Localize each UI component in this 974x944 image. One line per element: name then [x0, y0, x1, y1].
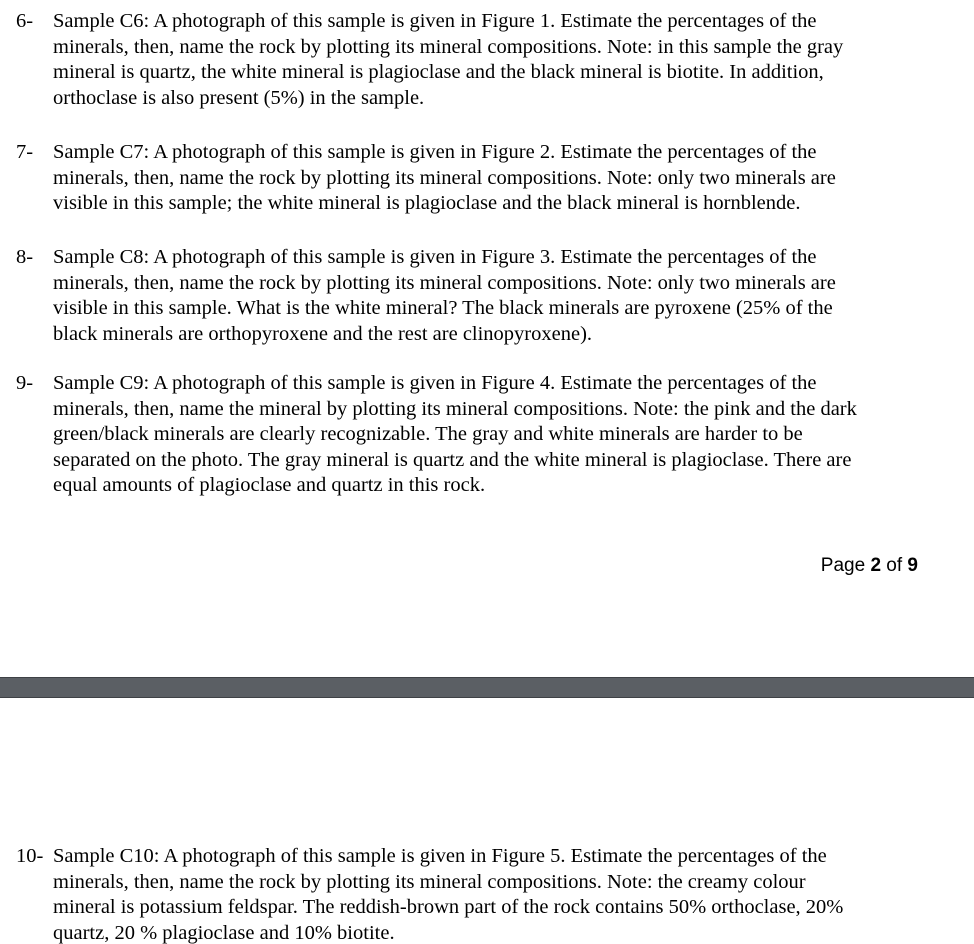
text-line: quartz, 20 % plagioclase and 10% biotite.: [53, 921, 395, 944]
page-prefix: Page: [820, 555, 871, 576]
text-line: Sample C6: A photograph of this sample is given in Figure 1. Estimate the percentages of the: [53, 10, 817, 32]
text-line: mineral is potassium feldspar. The reddish-brown part of the rock contains 50% orthoclase, 20%: [53, 896, 844, 918]
question-text: [53, 245, 956, 347]
question-text: [53, 9, 956, 111]
text-line: separated on the photo. The gray mineral is quartz and the white mineral is plagioclase. There are: [53, 448, 852, 471]
text-line: Sample C7: A photograph of this sample is given in Figure 2. Estimate the percentages of the: [53, 141, 817, 163]
question-text: [53, 140, 956, 217]
question-number: 9-: [16, 372, 34, 394]
text-line: green/black minerals are clearly recognizable. The gray and white minerals are harder to be: [53, 423, 803, 445]
text-line: black minerals are orthopyroxene and the rest are clinopyroxene).: [53, 322, 593, 345]
current-page: 2: [870, 555, 882, 576]
question-text: [53, 371, 956, 499]
page-separator: [0, 677, 974, 698]
text-line: orthoclase is also present (5%) in the sample.: [53, 86, 425, 109]
text-line: Sample C10: A photograph of this sample is given in Figure 5. Estimate the percentages of the: [53, 845, 827, 867]
text-line: minerals, then, name the rock by plotting its mineral compositions. Note: in this sample the gray: [53, 35, 844, 58]
text-line: visible in this sample. What is the white mineral? The black minerals are pyroxene (25% of the: [53, 297, 833, 319]
page-of-label: of: [881, 555, 908, 576]
question-number: 10-: [16, 845, 44, 867]
text-line: minerals, then, name the rock by plotting its mineral compositions. Note: only two minerals are: [53, 166, 836, 189]
question-6: [16, 9, 956, 111]
text-line: Sample C9: A photograph of this sample is given in Figure 4. Estimate the percentages of the: [53, 372, 817, 394]
text-line: equal amounts of plagioclase and quartz in this rock.: [53, 474, 486, 496]
question-number: 8-: [16, 246, 34, 268]
text-line: minerals, then, name the rock by plotting its mineral compositions. Note: the creamy colour: [53, 870, 806, 893]
question-10: [16, 844, 956, 944]
question-7: [16, 140, 956, 217]
text-line: mineral is quartz, the white mineral is plagioclase and the black mineral is biotite. In addition,: [53, 61, 824, 83]
question-number: 6-: [16, 10, 34, 32]
question-number: 7-: [16, 141, 34, 163]
question-8: [16, 245, 956, 347]
question-9: [16, 371, 956, 499]
text-line: minerals, then, name the rock by plotting its mineral compositions. Note: only two minerals are: [53, 271, 836, 294]
text-line: visible in this sample; the white mineral is plagioclase and the black mineral is hornblende.: [53, 192, 801, 214]
text-line: Sample C8: A photograph of this sample is given in Figure 3. Estimate the percentages of the: [53, 246, 817, 268]
question-text: [53, 844, 956, 944]
total-pages: 9: [907, 555, 918, 576]
text-line: minerals, then, name the mineral by plotting its mineral compositions. Note: the pink and the dark: [53, 397, 857, 420]
page-number: [821, 555, 918, 577]
